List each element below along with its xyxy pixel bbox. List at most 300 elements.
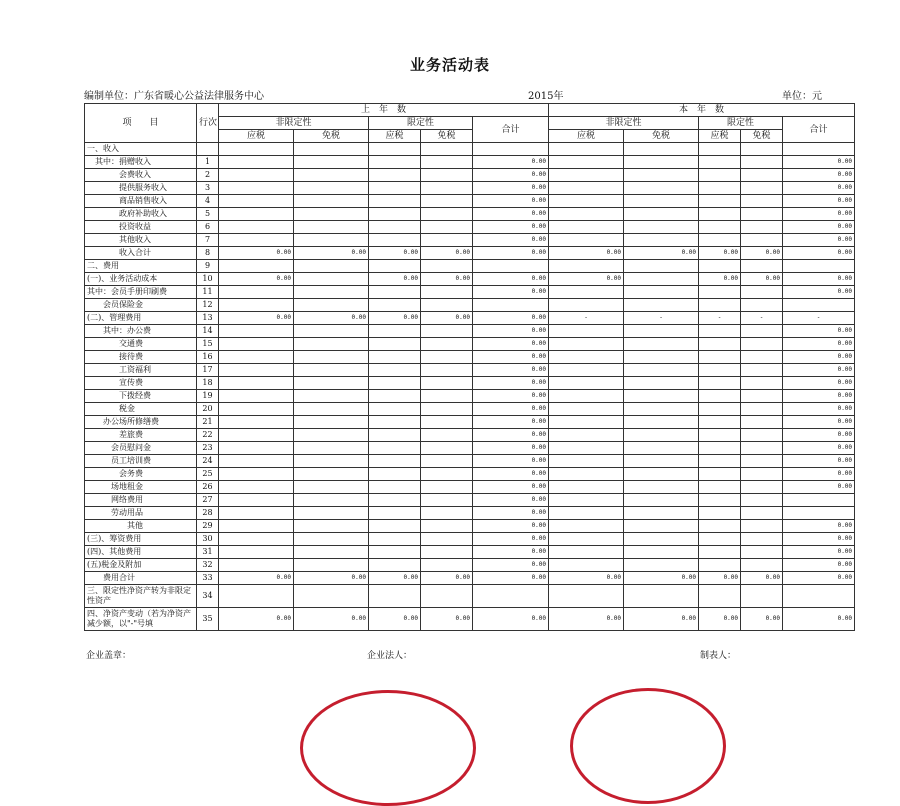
row-value-cell: 0.00 xyxy=(473,416,549,429)
row-value-cell xyxy=(421,533,473,546)
table-row xyxy=(85,572,855,585)
row-value-cell xyxy=(421,520,473,533)
row-value-cell xyxy=(369,208,421,221)
row-value-cell xyxy=(421,169,473,182)
row-value-cell: 0.00 xyxy=(219,312,294,325)
row-value-cell xyxy=(421,442,473,455)
row-value-cell xyxy=(741,208,783,221)
row-value-cell xyxy=(294,455,369,468)
row-value-cell xyxy=(624,351,699,364)
row-value-cell: 0.00 xyxy=(624,572,699,585)
header-taxable: 应税 xyxy=(219,130,294,143)
row-value-cell: 0.00 xyxy=(783,559,855,572)
row-value-cell xyxy=(421,182,473,195)
row-value-cell xyxy=(219,481,294,494)
row-value-cell xyxy=(741,234,783,247)
row-value-cell xyxy=(369,468,421,481)
row-line-number: 27 xyxy=(197,494,219,507)
row-value-cell xyxy=(741,390,783,403)
row-value-cell xyxy=(294,143,369,156)
header-curr-total: 合计 xyxy=(783,117,855,143)
table-row xyxy=(85,286,855,299)
row-line-number: 12 xyxy=(197,299,219,312)
row-value-cell xyxy=(369,325,421,338)
row-value-cell xyxy=(294,260,369,273)
table-row xyxy=(85,455,855,468)
row-value-cell xyxy=(699,455,741,468)
table-row xyxy=(85,364,855,377)
row-line-number: 22 xyxy=(197,429,219,442)
row-value-cell xyxy=(421,507,473,520)
header-prev-unrestricted: 非限定性 xyxy=(219,117,369,130)
row-value-cell xyxy=(549,286,624,299)
header-taxable: 应税 xyxy=(699,130,741,143)
row-value-cell xyxy=(741,507,783,520)
row-line-number: 32 xyxy=(197,559,219,572)
row-item-name: 其他收入 xyxy=(85,234,197,247)
row-value-cell xyxy=(741,286,783,299)
table-row xyxy=(85,494,855,507)
row-value-cell xyxy=(741,481,783,494)
table-row xyxy=(85,585,855,608)
row-value-cell: 0.00 xyxy=(783,572,855,585)
row-value-cell xyxy=(549,325,624,338)
row-value-cell xyxy=(624,364,699,377)
row-value-cell: 0.00 xyxy=(783,533,855,546)
row-value-cell xyxy=(624,156,699,169)
row-value-cell xyxy=(699,182,741,195)
row-value-cell xyxy=(624,325,699,338)
row-value-cell xyxy=(219,520,294,533)
row-value-cell xyxy=(421,299,473,312)
row-line-number: 5 xyxy=(197,208,219,221)
row-value-cell: 0.00 xyxy=(549,247,624,260)
row-value-cell xyxy=(294,338,369,351)
row-value-cell xyxy=(219,221,294,234)
row-value-cell xyxy=(369,390,421,403)
row-value-cell: 0.00 xyxy=(783,208,855,221)
row-item-name: 会费收入 xyxy=(85,169,197,182)
row-value-cell xyxy=(369,234,421,247)
row-value-cell xyxy=(624,390,699,403)
table-row xyxy=(85,195,855,208)
row-value-cell xyxy=(219,286,294,299)
row-value-cell xyxy=(294,286,369,299)
row-value-cell xyxy=(473,260,549,273)
row-item-name: 四、净资产变动（若为净资产减少额，以"-"号填 xyxy=(85,608,197,631)
row-value-cell xyxy=(294,546,369,559)
row-value-cell xyxy=(369,520,421,533)
row-item-name: 差旅费 xyxy=(85,429,197,442)
row-value-cell xyxy=(741,403,783,416)
legal-rep-label: 企业法人： xyxy=(367,651,413,661)
row-line-number: 9 xyxy=(197,260,219,273)
table-row xyxy=(85,208,855,221)
row-value-cell xyxy=(699,299,741,312)
row-value-cell xyxy=(624,585,699,608)
row-value-cell: 0.00 xyxy=(783,546,855,559)
row-item-name: 办公场所修缮费 xyxy=(85,416,197,429)
row-value-cell xyxy=(624,494,699,507)
row-value-cell xyxy=(624,260,699,273)
row-line-number: 21 xyxy=(197,416,219,429)
row-value-cell xyxy=(421,429,473,442)
row-value-cell xyxy=(294,468,369,481)
row-value-cell xyxy=(219,143,294,156)
row-value-cell: 0.00 xyxy=(473,312,549,325)
row-value-cell: 0.00 xyxy=(783,429,855,442)
row-value-cell xyxy=(549,182,624,195)
row-value-cell xyxy=(421,377,473,390)
row-value-cell: 0.00 xyxy=(699,273,741,286)
row-value-cell: 0.00 xyxy=(219,572,294,585)
row-value-cell xyxy=(294,221,369,234)
row-value-cell xyxy=(549,351,624,364)
row-value-cell: 0.00 xyxy=(473,208,549,221)
row-item-name: 宣传费 xyxy=(85,377,197,390)
row-value-cell xyxy=(741,169,783,182)
row-value-cell: 0.00 xyxy=(473,325,549,338)
report-year: 2015年 xyxy=(528,91,564,102)
header-exempt: 免税 xyxy=(421,130,473,143)
header-curr-restricted: 限定性 xyxy=(699,117,783,130)
row-value-cell xyxy=(699,156,741,169)
row-value-cell xyxy=(741,455,783,468)
row-item-name: 会员慰问金 xyxy=(85,442,197,455)
row-value-cell xyxy=(369,585,421,608)
row-value-cell xyxy=(294,403,369,416)
table-row xyxy=(85,182,855,195)
row-value-cell xyxy=(421,481,473,494)
row-value-cell xyxy=(421,546,473,559)
row-value-cell: 0.00 xyxy=(624,608,699,631)
row-value-cell xyxy=(699,143,741,156)
row-value-cell xyxy=(294,273,369,286)
row-value-cell xyxy=(783,299,855,312)
row-item-name: 收入合计 xyxy=(85,247,197,260)
table-row xyxy=(85,608,855,631)
row-value-cell xyxy=(421,403,473,416)
row-value-cell xyxy=(699,286,741,299)
row-value-cell xyxy=(549,208,624,221)
row-line-number: 17 xyxy=(197,364,219,377)
row-value-cell: 0.00 xyxy=(369,572,421,585)
row-value-cell: 0.00 xyxy=(741,572,783,585)
row-value-cell: 0.00 xyxy=(473,481,549,494)
row-value-cell xyxy=(219,338,294,351)
row-value-cell xyxy=(549,481,624,494)
row-value-cell xyxy=(549,221,624,234)
row-value-cell: 0.00 xyxy=(741,608,783,631)
row-value-cell: 0.00 xyxy=(783,195,855,208)
row-item-name: 下拨经费 xyxy=(85,390,197,403)
row-value-cell: 0.00 xyxy=(473,572,549,585)
row-value-cell: 0.00 xyxy=(783,351,855,364)
row-value-cell xyxy=(369,494,421,507)
row-value-cell xyxy=(219,156,294,169)
row-value-cell xyxy=(369,455,421,468)
row-value-cell xyxy=(421,156,473,169)
row-value-cell xyxy=(741,351,783,364)
row-value-cell xyxy=(699,208,741,221)
row-value-cell: 0.00 xyxy=(783,234,855,247)
header-exempt: 免税 xyxy=(741,130,783,143)
row-line-number: 6 xyxy=(197,221,219,234)
row-value-cell: 0.00 xyxy=(741,273,783,286)
row-line-number: 18 xyxy=(197,377,219,390)
row-value-cell: 0.00 xyxy=(369,273,421,286)
row-value-cell: 0.00 xyxy=(473,390,549,403)
row-value-cell: 0.00 xyxy=(783,156,855,169)
row-value-cell xyxy=(699,390,741,403)
row-line-number: 15 xyxy=(197,338,219,351)
row-value-cell xyxy=(421,585,473,608)
row-item-name: 劳动用品 xyxy=(85,507,197,520)
row-value-cell xyxy=(549,507,624,520)
row-value-cell xyxy=(369,221,421,234)
row-value-cell xyxy=(783,143,855,156)
header-prev-restricted: 限定性 xyxy=(369,117,473,130)
row-value-cell xyxy=(741,182,783,195)
row-value-cell xyxy=(294,520,369,533)
row-item-name: 税金 xyxy=(85,403,197,416)
row-value-cell xyxy=(369,546,421,559)
header-taxable: 应税 xyxy=(549,130,624,143)
table-row xyxy=(85,156,855,169)
row-value-cell xyxy=(741,364,783,377)
row-value-cell: 0.00 xyxy=(369,608,421,631)
row-value-cell xyxy=(624,234,699,247)
row-value-cell: 0.00 xyxy=(783,416,855,429)
table-row xyxy=(85,247,855,260)
row-value-cell xyxy=(549,403,624,416)
row-value-cell xyxy=(369,442,421,455)
row-line-number: 14 xyxy=(197,325,219,338)
table-row xyxy=(85,351,855,364)
row-item-name: 费用合计 xyxy=(85,572,197,585)
row-value-cell xyxy=(369,338,421,351)
table-body xyxy=(85,143,855,631)
row-item-name: 政府补助收入 xyxy=(85,208,197,221)
row-value-cell xyxy=(624,299,699,312)
row-value-cell xyxy=(421,351,473,364)
table-row xyxy=(85,416,855,429)
row-value-cell xyxy=(219,182,294,195)
row-value-cell: 0.00 xyxy=(473,608,549,631)
row-item-name: (一)、业务活动成本 xyxy=(85,273,197,286)
row-value-cell xyxy=(369,481,421,494)
row-value-cell xyxy=(219,208,294,221)
row-value-cell xyxy=(699,195,741,208)
row-value-cell: 0.00 xyxy=(473,546,549,559)
row-line-number: 19 xyxy=(197,390,219,403)
row-value-cell xyxy=(421,208,473,221)
row-value-cell xyxy=(741,325,783,338)
row-value-cell xyxy=(699,442,741,455)
row-value-cell: 0.00 xyxy=(783,377,855,390)
row-item-name: 场地租金 xyxy=(85,481,197,494)
row-value-cell: 0.00 xyxy=(219,247,294,260)
table-row xyxy=(85,403,855,416)
table-row xyxy=(85,533,855,546)
row-value-cell xyxy=(624,481,699,494)
row-line-number: 10 xyxy=(197,273,219,286)
row-value-cell: 0.00 xyxy=(783,455,855,468)
row-value-cell xyxy=(624,468,699,481)
row-item-name: (三)、筹资费用 xyxy=(85,533,197,546)
row-value-cell xyxy=(741,559,783,572)
row-value-cell xyxy=(219,390,294,403)
row-value-cell: 0.00 xyxy=(473,468,549,481)
row-item-name: 投资收益 xyxy=(85,221,197,234)
table-row xyxy=(85,468,855,481)
row-value-cell xyxy=(699,416,741,429)
row-value-cell xyxy=(699,377,741,390)
row-value-cell xyxy=(219,377,294,390)
row-value-cell xyxy=(549,364,624,377)
row-value-cell: 0.00 xyxy=(783,390,855,403)
row-value-cell: 0.00 xyxy=(783,403,855,416)
row-value-cell xyxy=(699,260,741,273)
row-value-cell: 0.00 xyxy=(783,442,855,455)
row-item-name: 其中：捐赠收入 xyxy=(85,156,197,169)
row-value-cell xyxy=(624,208,699,221)
row-value-cell: 0.00 xyxy=(294,608,369,631)
row-value-cell xyxy=(369,403,421,416)
row-value-cell: 0.00 xyxy=(473,195,549,208)
row-value-cell: 0.00 xyxy=(473,273,549,286)
row-line-number: 28 xyxy=(197,507,219,520)
row-value-cell xyxy=(699,403,741,416)
row-line-number xyxy=(197,143,219,156)
red-seal-stamp xyxy=(570,688,726,804)
row-value-cell xyxy=(369,195,421,208)
row-value-cell xyxy=(549,585,624,608)
row-value-cell: 0.00 xyxy=(783,221,855,234)
row-value-cell xyxy=(699,481,741,494)
row-value-cell xyxy=(549,455,624,468)
row-value-cell xyxy=(219,494,294,507)
row-line-number: 7 xyxy=(197,234,219,247)
row-value-cell: 0.00 xyxy=(473,182,549,195)
row-value-cell xyxy=(624,221,699,234)
row-value-cell: 0.00 xyxy=(421,312,473,325)
table-row xyxy=(85,442,855,455)
red-seal-stamp xyxy=(300,690,476,806)
row-value-cell: 0.00 xyxy=(549,608,624,631)
row-item-name: 二、费用 xyxy=(85,260,197,273)
row-line-number: 25 xyxy=(197,468,219,481)
table-row xyxy=(85,273,855,286)
row-value-cell xyxy=(624,338,699,351)
row-value-cell: 0.00 xyxy=(473,247,549,260)
header-line: 行次 xyxy=(197,104,219,143)
row-value-cell xyxy=(624,533,699,546)
row-item-name: (四)、其他费用 xyxy=(85,546,197,559)
row-value-cell xyxy=(699,546,741,559)
row-value-cell: 0.00 xyxy=(294,247,369,260)
row-value-cell: 0.00 xyxy=(473,507,549,520)
table-row xyxy=(85,481,855,494)
row-value-cell: 0.00 xyxy=(783,520,855,533)
row-value-cell xyxy=(741,416,783,429)
row-value-cell xyxy=(741,585,783,608)
row-value-cell: 0.00 xyxy=(473,169,549,182)
row-item-name: 接待费 xyxy=(85,351,197,364)
row-value-cell xyxy=(741,156,783,169)
row-value-cell xyxy=(624,546,699,559)
row-value-cell xyxy=(549,468,624,481)
row-value-cell xyxy=(549,377,624,390)
header-exempt: 免税 xyxy=(624,130,699,143)
row-value-cell xyxy=(369,377,421,390)
header-item: 项 目 xyxy=(85,104,197,143)
row-value-cell xyxy=(294,156,369,169)
row-value-cell xyxy=(294,507,369,520)
row-value-cell xyxy=(741,338,783,351)
row-line-number: 34 xyxy=(197,585,219,608)
row-value-cell xyxy=(549,416,624,429)
row-value-cell: 0.00 xyxy=(473,403,549,416)
row-value-cell: 0.00 xyxy=(473,221,549,234)
row-value-cell xyxy=(219,429,294,442)
row-item-name: 商品销售收入 xyxy=(85,195,197,208)
activity-statement-table xyxy=(84,103,855,631)
row-value-cell xyxy=(294,377,369,390)
row-value-cell xyxy=(549,299,624,312)
row-value-cell xyxy=(741,494,783,507)
row-line-number: 3 xyxy=(197,182,219,195)
row-value-cell: 0.00 xyxy=(219,273,294,286)
row-line-number: 11 xyxy=(197,286,219,299)
row-value-cell: - xyxy=(549,312,624,325)
row-value-cell xyxy=(369,429,421,442)
row-value-cell xyxy=(421,286,473,299)
row-value-cell: 0.00 xyxy=(473,338,549,351)
table-row xyxy=(85,260,855,273)
row-value-cell xyxy=(421,234,473,247)
row-value-cell xyxy=(219,546,294,559)
row-value-cell xyxy=(699,169,741,182)
row-value-cell: 0.00 xyxy=(473,156,549,169)
row-value-cell xyxy=(421,143,473,156)
row-value-cell xyxy=(421,325,473,338)
row-value-cell: 0.00 xyxy=(473,429,549,442)
row-value-cell xyxy=(699,507,741,520)
row-value-cell xyxy=(741,546,783,559)
row-value-cell: 0.00 xyxy=(549,572,624,585)
row-line-number: 33 xyxy=(197,572,219,585)
row-value-cell xyxy=(294,169,369,182)
table-row xyxy=(85,169,855,182)
row-line-number: 31 xyxy=(197,546,219,559)
row-item-name: 员工培训费 xyxy=(85,455,197,468)
row-value-cell: 0.00 xyxy=(783,338,855,351)
row-value-cell xyxy=(624,559,699,572)
currency-unit: 单位：元 xyxy=(782,91,822,102)
row-value-cell: 0.00 xyxy=(473,559,549,572)
table-row xyxy=(85,377,855,390)
row-value-cell xyxy=(473,299,549,312)
row-line-number: 16 xyxy=(197,351,219,364)
row-value-cell xyxy=(624,169,699,182)
row-value-cell xyxy=(549,559,624,572)
row-value-cell xyxy=(219,351,294,364)
row-value-cell: 0.00 xyxy=(421,247,473,260)
row-value-cell xyxy=(699,494,741,507)
row-value-cell xyxy=(421,338,473,351)
row-value-cell: 0.00 xyxy=(473,234,549,247)
